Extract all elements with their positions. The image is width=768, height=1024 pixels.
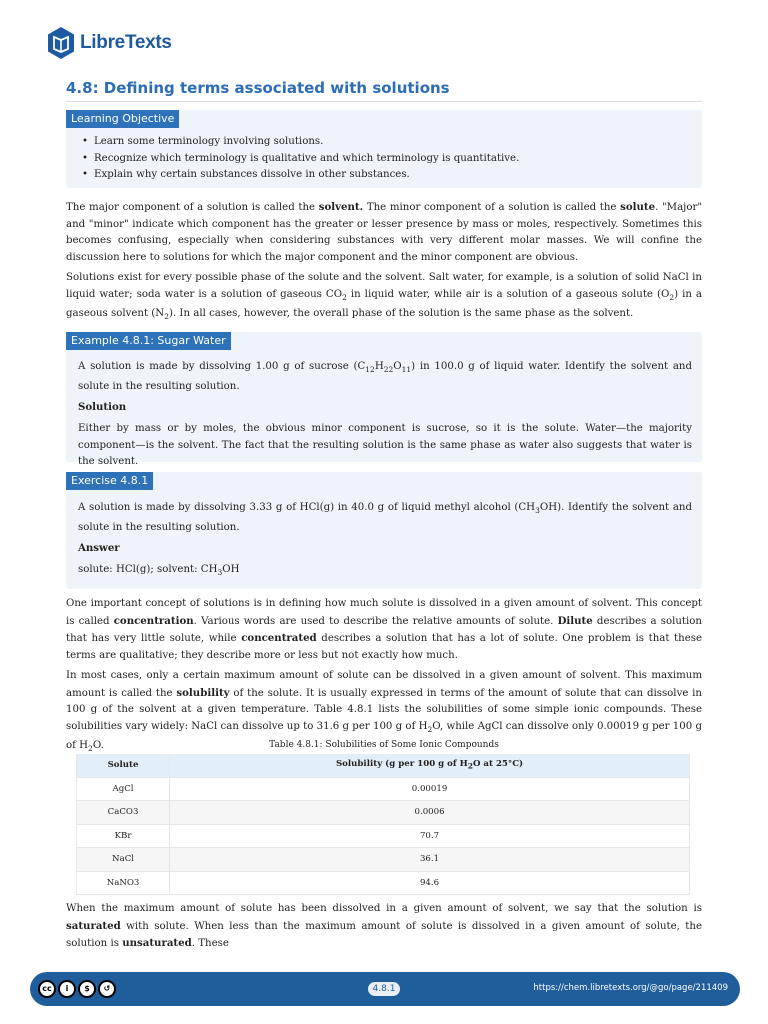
attribution-icon: i bbox=[58, 980, 76, 998]
page-url-link[interactable]: https://chem.libretexts.org/@go/page/211409 bbox=[533, 983, 728, 993]
cell-solubility: 0.00019 bbox=[170, 777, 690, 801]
paragraph-concentration: One important concept of solutions is in defining how much solute is dissolved in a given amount of solvent. This concept is called concentration. Various words are used to describe the relative amounts of solute. Dilute describes a solution that has very little solute, while concentrated describes a solution that has a lot of solute. One problem is that these terms are qualitative; they describe more or less but not exactly how much. bbox=[66, 598, 702, 661]
cc-icon: cc bbox=[38, 980, 56, 998]
column-header-solubility: Solubility (g per 100 g of $H_2O$ at 25°C) bbox=[170, 754, 690, 777]
learning-objective-label: Learning Objective bbox=[66, 110, 179, 128]
term-saturated: saturated bbox=[66, 919, 121, 932]
column-header-solute: Solute bbox=[77, 754, 170, 777]
solubility-table bbox=[76, 754, 690, 895]
sharealike-icon: ↺ bbox=[98, 980, 116, 998]
table-caption: Table 4.8.1: Solubilities of Some Ionic Compounds bbox=[269, 740, 499, 750]
cell-solubility: 36.1 bbox=[170, 848, 690, 872]
paragraph-solvent-solute: The major component of a solution is called the solvent. The minor component of a solution is called the solute. "Major" and "minor" indicate which component has the greater or lesser presence by mass or moles, respectively. Sometimes this becomes confusing, especially when considering substances with very different molar masses. We will confine the discussion here to solutions for which the major component and the minor component are obvious. bbox=[66, 201, 703, 263]
cell-solute: CaCO3 bbox=[77, 801, 170, 825]
table-row bbox=[77, 801, 690, 825]
objective-list bbox=[82, 134, 519, 184]
creative-commons-license[interactable] bbox=[38, 980, 116, 998]
noncommercial-icon: $ bbox=[78, 980, 96, 998]
objective-item: • Explain why certain substances dissolve in other substances. bbox=[82, 167, 519, 184]
table-row bbox=[77, 871, 690, 895]
example-solution-text: Either by mass or by moles, the obvious minor component is sucrose, so it is the solute. Water—the majority component—is the solvent. The fact that the resulting solution is the same phase as water also suggests that water is the solvent. bbox=[78, 423, 692, 467]
objective-item: • Learn some terminology involving solutions. bbox=[82, 134, 519, 151]
example-label: Example 4.8.1: Sugar Water bbox=[66, 332, 231, 350]
paragraph-saturated: When the maximum amount of solute has been dissolved in a given amount of solvent, we say that the solution is saturated with solute. When less than the maximum amount of solute is dissolved in a given amount of solute, the solution is unsaturated. These bbox=[66, 903, 702, 949]
term-concentration: concentration bbox=[113, 614, 194, 627]
cell-solute: KBr bbox=[77, 824, 170, 848]
cell-solute: NaCl bbox=[77, 848, 170, 872]
learning-objective-box bbox=[66, 110, 702, 188]
paragraph-phases: Solutions exist for every possible phase of the solute and the solvent. Salt water, for example, is a solution of solid NaCl in liquid water; soda water is a solution of gaseous $CO_2$ in liquid water, while air is a solution of a gaseous solute $(O_2)$ in a gaseous solvent $(N_2)$. In all cases, however, the overall phase of the solution is the same phase as the solvent. bbox=[66, 272, 702, 322]
table-row bbox=[77, 777, 690, 801]
table-row bbox=[77, 848, 690, 872]
exercise-label: Exercise 4.8.1 bbox=[66, 472, 153, 490]
libretexts-hexagon-icon bbox=[46, 26, 76, 60]
page-title: 4.8: Defining terms associated with solutions bbox=[66, 79, 702, 102]
table-row bbox=[77, 824, 690, 848]
paragraph-solubility: In most cases, only a certain maximum amount of solute can be dissolved in a given amount of solvent. This maximum amount is called the solubility of the solute. It is usually expressed in terms of the amount of solute that can dissolve in 100 g of the solvent at a given temperature. Table 4.8.1 lists the solubilities of some simple ionic compounds. These solubilities vary widely: NaCl can dissolve up to 31.6 g per 100 g of $H_2O$, while AgCl can dissolve only 0.00019 g per 100 g of $H_2O$. bbox=[66, 670, 702, 754]
cell-solute: NaNO3 bbox=[77, 871, 170, 895]
term-solubility: solubility bbox=[176, 686, 230, 699]
exercise-answer-text: solute: HCl(g); solvent: $CH_3OH$ bbox=[78, 564, 240, 578]
exercise-question: A solution is made by dissolving 3.33 g of HCl(g) in 40.0 g of liquid methyl alcohol $(CH_3OH)$. Identify the solvent and solute in the resulting solution. bbox=[78, 502, 692, 533]
cell-solubility: 94.6 bbox=[170, 871, 690, 895]
term-solute: solute bbox=[620, 201, 656, 213]
term-dilute: Dilute bbox=[557, 614, 593, 627]
exercise-box bbox=[66, 472, 702, 589]
libretexts-logo[interactable] bbox=[46, 26, 172, 60]
objective-item: • Recognize which terminology is qualitative and which terminology is quantitative. bbox=[82, 151, 519, 168]
example-box bbox=[66, 332, 702, 467]
page-number: 4.8.1 bbox=[368, 982, 400, 996]
example-solution-heading: Solution bbox=[78, 401, 127, 413]
exercise-answer-heading: Answer bbox=[78, 542, 120, 554]
cell-solute: AgCl bbox=[77, 777, 170, 801]
term-solvent: solvent. bbox=[318, 201, 364, 213]
brand-name: LibreTexts bbox=[80, 32, 172, 53]
term-concentrated: concentrated bbox=[241, 632, 317, 644]
cell-solubility: 0.0006 bbox=[170, 801, 690, 825]
example-question: A solution is made by dissolving 1.00 g of sucrose $(C_{12}H_{22}O_{11})$ in 100.0 g of liquid water. Identify the solvent and solute in the resulting solution. bbox=[78, 361, 693, 392]
term-unsaturated: unsaturated bbox=[122, 937, 192, 949]
cell-solubility: 70.7 bbox=[170, 824, 690, 848]
page-footer bbox=[30, 972, 740, 1006]
table-header-row bbox=[77, 754, 690, 777]
